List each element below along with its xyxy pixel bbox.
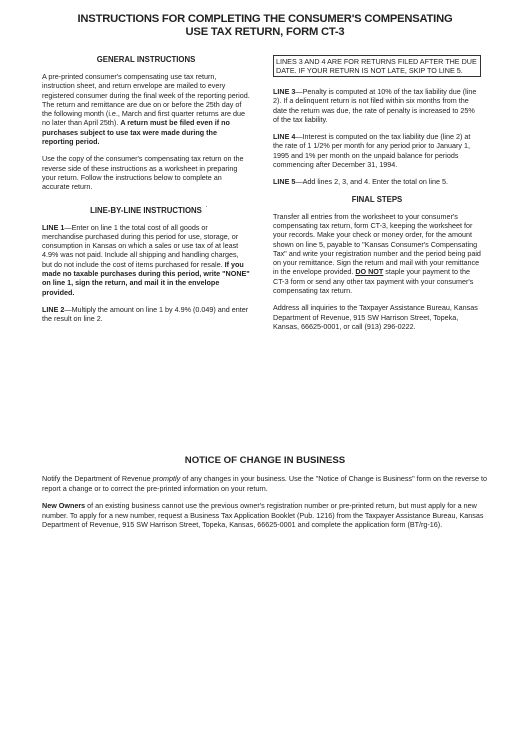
line-2-text: —Multiply the amount on line 1 by 4.9% (0.049) and enter the result on line 2. (42, 304, 249, 324)
late-return-notice-box (273, 55, 481, 77)
notice-heading: NOTICE OF CHANGE IN BUSINESS (184, 455, 346, 466)
general-paragraph-1 (42, 72, 250, 146)
right-column (273, 55, 481, 339)
notice-box-line-2: DATE. IF YOUR RETURN IS NOT LATE, SKIP TO LINE 5. (276, 66, 463, 75)
new-owners-label: New Owners (42, 501, 86, 511)
title-line-1: INSTRUCTIONS FOR COMPLETING THE CONSUMER'S COMPENSATING (77, 13, 453, 25)
inquiry-address: Address all inquiries to the Taxpayer Assistance Bureau, Kansas Department of Revenue, 915 SW Harrison Street, Topeka, Kansas, 66625-0001, or call (913) 296-0222. (273, 303, 478, 331)
line-1-bold-note: If you made no taxable purchases during this period, write "NONE" on line 1, sign the return, and mail it in the envelope provided. (42, 259, 250, 297)
line-2-instruction (42, 305, 250, 324)
notice-paragraph-2-text: of an existing business cannot use the previous owner's registration number or pre-printed return, but must apply for a new number. To apply for a new number, request a Business Tax Application Booklet (Pub. 1216) from the Taxpayer Assistance Bureau, Kansas Department of Revenue, 915 SW Harrison Street, Topeka, Kansas, 66625-0001 and complete the application form (BT/rg-16). (42, 501, 484, 530)
final-steps-do-not: DO NOT (355, 267, 384, 277)
line-3-label: LINE 3 (273, 87, 296, 96)
title-line-2: USE TAX RETURN, FORM CT-3 (185, 26, 345, 38)
line-by-line-heading: LINE-BY-LINE INSTRUCTIONS (90, 205, 202, 215)
notice-paragraph-1-emphasis: promptly (152, 474, 181, 483)
line-5-text: —Add lines 2, 3, and 4. Enter the total on line 5. (295, 177, 449, 187)
left-column (42, 55, 250, 332)
general-instructions-heading: GENERAL INSTRUCTIONS (96, 55, 196, 64)
notice-paragraph-2 (42, 501, 488, 530)
line-5-label: LINE 5 (273, 177, 296, 187)
notice-paragraph-1-b: of any changes in your business. Use the "Notice of Change is Business" form on the reverse to report a change or to correct the pre-printed information on your return. (42, 474, 487, 493)
notice-body (42, 474, 488, 538)
line-1-instruction (42, 223, 250, 297)
general-paragraph-2: Use the copy of the consumer's compensating tax return on the reverse side of these instructions as a worksheet in preparing your return. Follow the instructions below to complete an accurate return. (42, 154, 244, 192)
general-paragraph-1-text: A pre-printed consumer's compensating use tax return, instruction sheet, and return envelope are mailed to every registered consumer during the final week of the reporting period. The return and remittance are due on or before the 25th day of the following month (i.e., March and first quarter returns are due no later than April 25th). (42, 72, 250, 128)
line-3-instruction (273, 87, 481, 124)
general-paragraph-1-bold: A return must be filed even if no purchases subject to use tax were made during the reporting period. (42, 118, 230, 147)
final-steps-text-a: Transfer all entries from the worksheet to your consumer's compensating tax return, form CT-3, keeping the worksheet for your records. Make your check or money order, for the amount shown on line 5, payable to "Kansas Consumer's Compensating Tax" and write your registration number and the period being paid on your remittance. Sign the return and mail with your remittance in the envelope provided. (273, 211, 481, 277)
notice-paragraph-1 (42, 474, 488, 493)
final-steps-paragraph (273, 212, 481, 296)
notice-box-line-1: LINES 3 AND 4 ARE FOR RETURNS FILED AFTER THE DUE (276, 57, 477, 66)
line-3-text: —Penalty is computed at 10% of the tax liability due (line 2). If a delinquent return is not filed within six months from the date the return was due, the rate of penalty is increased to 25% of the tax liability. (273, 87, 477, 124)
line-1-text: —Enter on line 1 the total cost of all goods or merchandise purchased during this period for use, storage, or consumption in Kansas on which a sales or use tax of at least 4.9% was not paid. Include all shipping and handling charges, but do not include the cost of items purchased for resale. (42, 222, 239, 269)
notice-paragraph-1-a: Notify the Department of Revenue (42, 474, 151, 483)
line-4-instruction (273, 132, 481, 169)
line-1-label: LINE 1 (42, 222, 65, 232)
stray-mark (206, 206, 207, 207)
line-4-text: —Interest is computed on the tax liability due (line 2) at the rate of 1 1/2% per month for any period prior to January 1, 1995 and 1% per month on the unpaid balance for periods commencing after December 31, 1994. (273, 132, 471, 170)
line-5-instruction (273, 177, 481, 186)
final-steps-text-b: staple your payment to the CT-3 form or send any other tax payment with your consumer's compensating tax return. (273, 267, 474, 296)
line-4-label: LINE 4 (273, 132, 296, 142)
final-steps-heading: FINAL STEPS (351, 194, 403, 204)
page-title (0, 13, 530, 39)
line-2-label: LINE 2 (42, 304, 65, 314)
